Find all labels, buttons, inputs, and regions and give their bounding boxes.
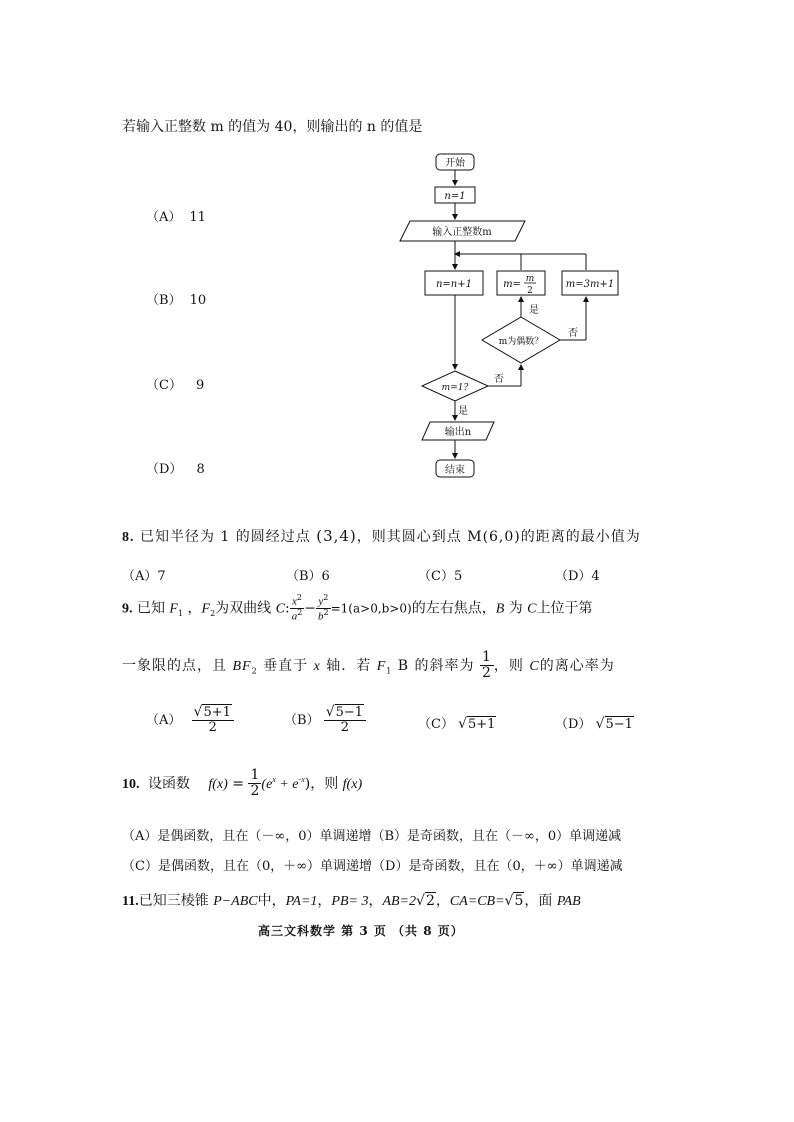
q10-frac-num: 1	[250, 767, 260, 783]
option-label: （C）	[146, 378, 182, 393]
q9-text: B 的斜率为	[397, 657, 475, 674]
q9-line1: 9. 已知 $F_1$ ，$F_2$为双曲线 C: $\frac{x^2}{a^2}$ − $\frac{y^2}{b^2}$ =1(a>0,b>0)的左右焦点，B 为 C上位于第	[122, 593, 593, 623]
q9-text: 已知	[136, 600, 165, 617]
q11-ab-rad: 2	[425, 893, 435, 909]
option-label: （A）	[146, 210, 182, 225]
q8-option-a: （A）7	[122, 569, 166, 584]
option-value: 10	[189, 293, 207, 308]
q9-text: 的离心率为	[539, 657, 615, 674]
q9-sub: 2	[210, 609, 216, 619]
option-label: （C）	[418, 717, 454, 732]
q9-option-a: （A） $\frac{√5+1}{2}$	[146, 705, 234, 736]
q9-opta-num: 5+1	[203, 705, 231, 720]
q11-text: ，	[317, 893, 332, 909]
flowchart	[390, 150, 630, 485]
q9-text: :	[284, 600, 290, 617]
q11-stem: 11.已知三棱锥 P−ABC中，PA=1，PB= 3，AB=2√2，CA=CB=√5，面 PAB	[122, 893, 581, 909]
q9-curve: C	[527, 601, 537, 617]
question-number: 8.	[122, 530, 135, 545]
q9-sq: 2	[297, 607, 303, 617]
option-label: （D）	[146, 462, 183, 477]
q9-frac-num: 1	[482, 649, 492, 665]
q11-pab: PAB	[556, 894, 581, 909]
q11-text: ，面	[524, 893, 553, 909]
flow-half-den: 2	[527, 286, 533, 296]
q11-text: ，	[435, 893, 450, 909]
q9-option-d: （D） √5−1	[555, 716, 633, 732]
q9-b: b	[318, 610, 324, 623]
q9-sub: 1	[177, 609, 184, 619]
q10-text: 设函数	[147, 775, 190, 792]
q11-pyramid: P−ABC	[213, 894, 258, 909]
q9-text: 为	[508, 600, 523, 617]
q7-stem: 若输入正整数 m 的值为 40，则输出的 n 的值是	[122, 119, 423, 135]
q7-option-d	[146, 458, 205, 477]
q8-option-b: （B）6	[286, 569, 330, 584]
q10-fx: f(x)	[208, 776, 228, 792]
q9-curve: C	[529, 658, 540, 674]
q10-eq: =	[232, 775, 245, 792]
flow-no-one: 否	[494, 374, 504, 385]
flow-end-text: 结束	[445, 465, 465, 476]
q8-point: (3,4)	[316, 527, 357, 545]
q9-bf: BF	[232, 658, 252, 674]
q9-optd: 5−1	[605, 717, 633, 732]
q9-text: ，	[187, 600, 202, 617]
q9-f2: F	[201, 601, 211, 617]
q9-sub: 2	[251, 666, 258, 676]
q9-sub: 1	[386, 666, 393, 676]
q9-text: 的左右焦点，	[411, 600, 496, 617]
q9-frac-den: 2	[482, 665, 492, 682]
q10-sup: -x	[298, 775, 305, 785]
q9-curve: C	[275, 601, 285, 617]
flow-no-even: 否	[568, 328, 578, 339]
q11-pa: PA=1	[285, 894, 318, 909]
question-number: 10.	[122, 776, 140, 792]
q9-option-b: （B） $\frac{√5-1}{2}$	[284, 705, 366, 736]
q10-fx: f(x)	[342, 776, 363, 792]
q9-f1: F	[376, 658, 387, 674]
flow-init-text: n=1	[444, 191, 466, 202]
flow-inc-text: n=n+1	[435, 279, 473, 290]
q7-option-c	[146, 374, 204, 393]
q7-option-a	[146, 206, 206, 225]
option-label: （B）	[146, 293, 182, 308]
q10-expr: )	[304, 775, 311, 792]
option-label: （D）	[555, 717, 592, 732]
q9-f1: F	[169, 601, 178, 617]
q9-y: y	[318, 595, 324, 608]
q9-optb-den: 2	[340, 720, 350, 736]
q11-cacb: CA=CB=	[449, 894, 505, 909]
q9-line2	[122, 650, 615, 682]
flow-yes-one: 是	[458, 406, 468, 417]
q9-cond: =1(a>0,b>0)	[330, 601, 412, 616]
q7-option-b	[146, 289, 206, 308]
q9-text: 垂直于	[263, 657, 309, 674]
option-label: （A）	[146, 712, 182, 728]
q9-a: a	[291, 610, 298, 623]
q9-sq: 2	[323, 607, 329, 617]
q10-options-line2: （C）是偶函数，且在（0，＋∞）单调递增（D）是奇函数，且在（0，＋∞）单调递减	[122, 859, 623, 874]
q10-expr: (e	[261, 776, 273, 792]
flow-one-text: m=1?	[441, 383, 469, 393]
q8-option-d: （D）4	[555, 569, 600, 584]
q9-text: 轴．若	[326, 657, 372, 674]
flow-triple-text: m=3m+1	[565, 279, 615, 290]
q8-option-c: （C）5	[418, 569, 463, 584]
q9-opta-den: 2	[208, 720, 217, 736]
q9-text: ，则	[493, 657, 524, 674]
option-value: 8	[196, 462, 205, 477]
option-label: （B）	[284, 712, 320, 728]
flow-output-text: 输出n	[444, 427, 472, 438]
q9-text: 为双曲线	[215, 600, 272, 617]
q9-option-c: （C） √5+1	[418, 716, 496, 732]
q10-sup: x	[272, 775, 276, 785]
q9-x: x	[291, 595, 297, 608]
q9-text: 上位于第	[536, 600, 593, 617]
flow-start-text: 开始	[445, 158, 465, 169]
q10-text: ，则	[310, 775, 339, 792]
q10-options-line1: （A）是偶函数，且在（－∞，0）单调递增（B）是奇函数，且在（－∞，0）单调递减	[122, 829, 622, 844]
q11-text: ，	[368, 893, 383, 909]
q11-text: 中，	[257, 893, 286, 909]
q11-ab: AB=2	[382, 894, 417, 909]
q8-text-a: 已知半径为 1 的圆经过点	[139, 529, 311, 545]
q8-stem	[122, 526, 641, 546]
q11-text: 已知三棱锥	[138, 893, 209, 909]
q10-stem	[122, 768, 362, 800]
flow-half-left: m=	[503, 279, 521, 290]
q10-frac-den: 2	[250, 783, 260, 800]
flow-half-num: m	[525, 274, 535, 284]
question-number: 9.	[122, 601, 133, 617]
q8-text-b: ，则其圆心到点 M(6,0)的距离的最小值为	[356, 529, 641, 545]
option-value: 11	[189, 210, 206, 225]
q9-optc: 5+1	[468, 717, 496, 732]
q9-sq: 2	[296, 593, 302, 602]
page-footer: 高三文科数学 第 3 页 （共 8 页）	[258, 924, 464, 938]
option-value: 9	[195, 378, 205, 393]
q9-sq: 2	[323, 593, 329, 602]
q9-x-axis: x	[313, 658, 321, 674]
q11-pb: PB= 3	[331, 894, 369, 909]
q11-cacb-rad: 5	[514, 893, 524, 909]
q9-b-point: B	[495, 601, 505, 617]
flow-even-text: m为偶数？	[498, 337, 544, 347]
q9-text: 一象限的点，且	[122, 657, 227, 674]
question-number: 11.	[122, 894, 139, 909]
flow-yes-even: 是	[529, 305, 539, 316]
flow-input-text: 输入正整数m	[432, 227, 492, 238]
q10-expr: + e	[275, 776, 299, 792]
q9-optb-num: 5−1	[335, 705, 364, 720]
